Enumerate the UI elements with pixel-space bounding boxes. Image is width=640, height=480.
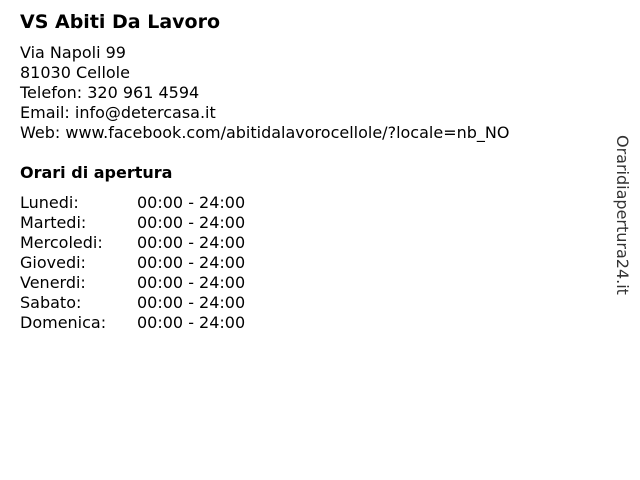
hours-row-saturday — [20, 293, 267, 313]
time-range: 00:00 - 24:00 — [137, 293, 246, 312]
hours-row-thursday — [20, 253, 267, 273]
day-label: Venerdi: — [20, 273, 86, 292]
website-line: Web: www.facebook.com/abitidalavorocellole/?locale=nb_NO — [20, 123, 510, 142]
phone-line: Telefon: 320 961 4594 — [20, 83, 200, 102]
opening-hours-heading: Orari di apertura — [20, 163, 173, 182]
time-range: 00:00 - 24:00 — [137, 313, 246, 332]
day-label: Martedi: — [20, 213, 87, 232]
hours-row-monday — [20, 193, 267, 213]
day-label: Giovedi: — [20, 253, 86, 272]
time-range: 00:00 - 24:00 — [137, 233, 246, 252]
postal-city: 81030 Cellole — [20, 63, 130, 82]
email-line: Email: info@detercasa.it — [20, 103, 216, 122]
day-label: Domenica: — [20, 313, 107, 332]
time-range: 00:00 - 24:00 — [137, 253, 246, 272]
hours-row-tuesday — [20, 213, 267, 233]
hours-row-sunday — [20, 313, 267, 333]
time-range: 00:00 - 24:00 — [137, 213, 246, 232]
site-watermark: Oraridiapertura24.it — [613, 135, 632, 295]
contact-details — [20, 43, 509, 143]
business-name: VS Abiti Da Lavoro — [20, 11, 221, 33]
day-label: Mercoledi: — [20, 233, 103, 252]
hours-row-wednesday — [20, 233, 267, 253]
opening-hours-table — [20, 193, 267, 333]
time-range: 00:00 - 24:00 — [137, 193, 246, 212]
day-label: Lunedi: — [20, 193, 79, 212]
hours-row-friday — [20, 273, 267, 293]
day-label: Sabato: — [20, 293, 82, 312]
time-range: 00:00 - 24:00 — [137, 273, 246, 292]
street-address: Via Napoli 99 — [20, 43, 126, 62]
